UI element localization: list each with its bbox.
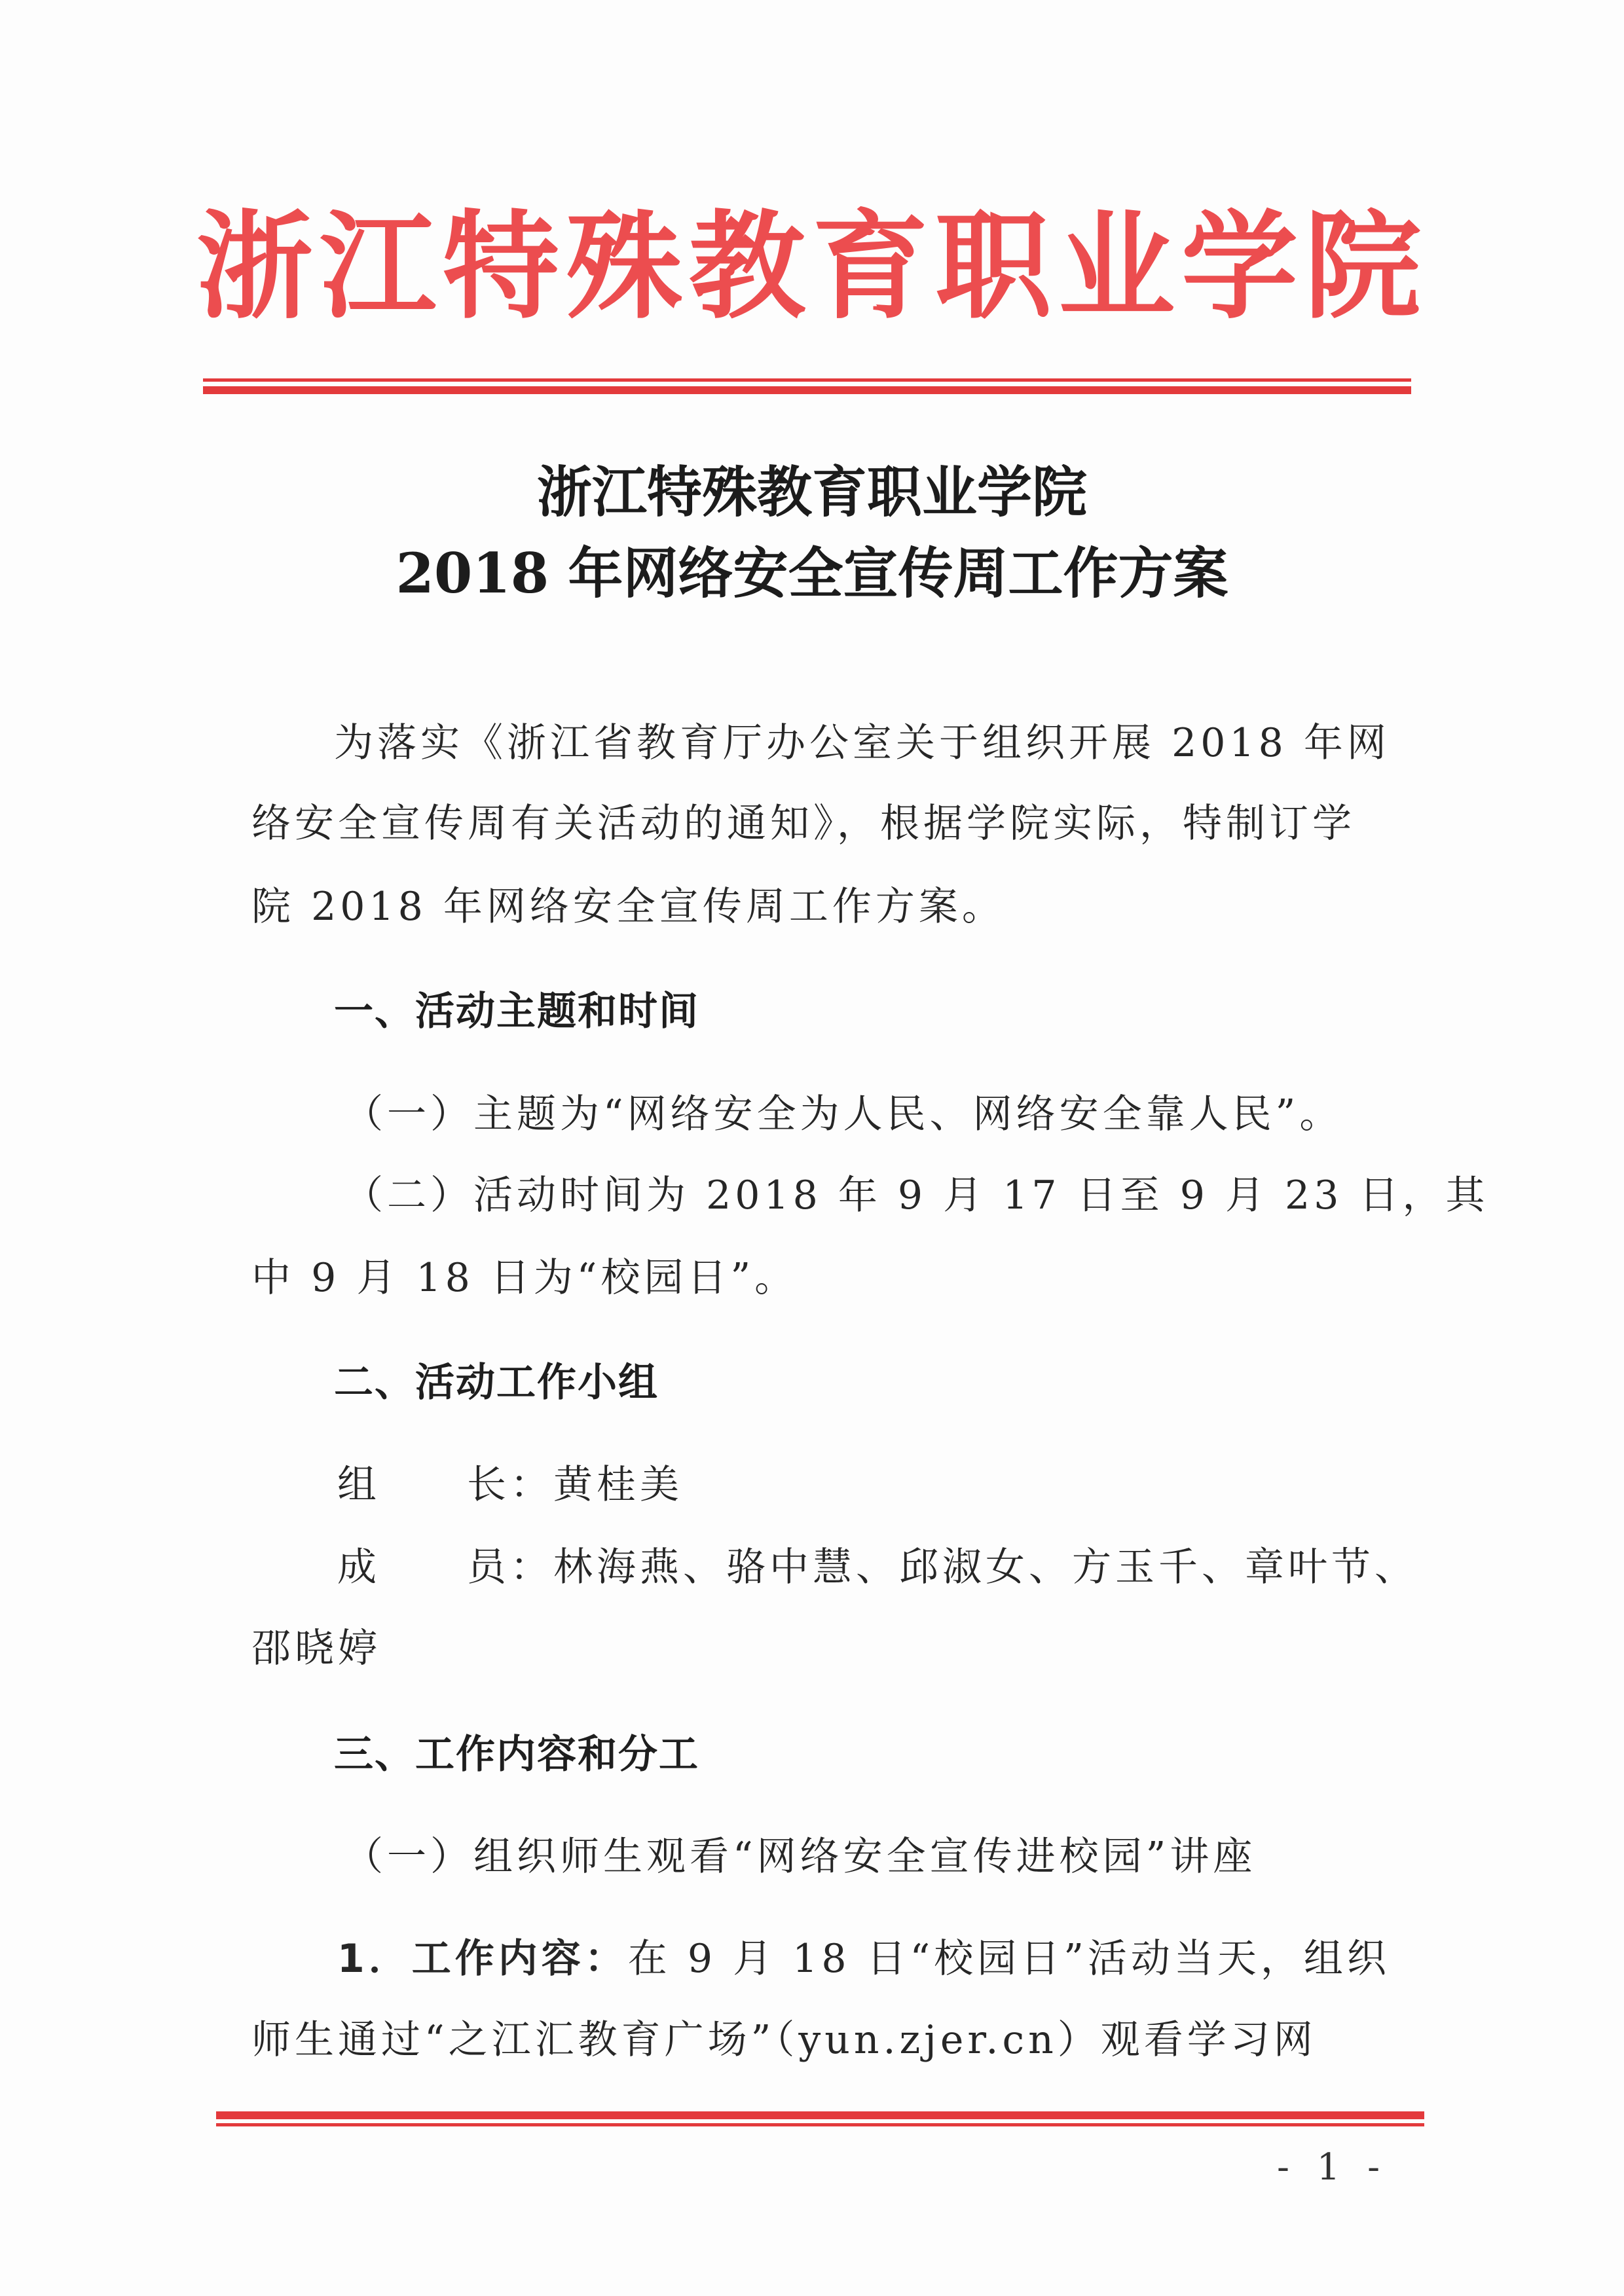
- members-label: 成 员：: [337, 1544, 553, 1590]
- intro-line-2: 络安全宣传周有关活动的通知》，根据学院实际，特制订学: [251, 801, 1356, 847]
- members-list-line-1: 林海燕、骆中慧、邱淑女、方玉千、章叶节、: [553, 1544, 1418, 1590]
- section1-item-1: （一）主题为“网络安全为人民、网络安全靠人民”。: [344, 1091, 1343, 1137]
- section-heading-1: 一、活动主题和时间: [334, 989, 699, 1034]
- section-heading-2: 二、活动工作小组: [334, 1360, 659, 1406]
- section3-point-1-line-2: 师生通过“之江汇教育广场”（yun.zjer.cn）观看学习网: [251, 2017, 1317, 2063]
- leader-row: [337, 1462, 683, 1508]
- point-1-text: 在 9 月 18 日“校园日”活动当天，组织: [627, 1936, 1390, 1982]
- section3-point-1-line-1: [337, 1936, 1390, 1982]
- leader-label: 组 长：: [337, 1462, 553, 1508]
- institution-masthead: 浙江特殊教育职业学院: [196, 198, 1428, 335]
- footer-rule-thick: [216, 2111, 1424, 2119]
- masthead-rule-thick: [203, 386, 1411, 394]
- masthead-rule-thin: [203, 378, 1411, 382]
- document-title-line2: 2018 年网络安全宣传周工作方案: [396, 541, 1228, 606]
- members-row: [337, 1544, 1418, 1590]
- point-1-label: 1．工作内容：: [337, 1936, 628, 1982]
- page-number: - 1 -: [1277, 2146, 1388, 2189]
- footer-rule-thin: [216, 2123, 1424, 2126]
- intro-line-1: 为落实《浙江省教育厅办公室关于组织开展 2018 年网: [334, 720, 1390, 766]
- section1-item-2-line-2: 中 9 月 18 日为“校园日”。: [251, 1255, 798, 1301]
- section1-item-2-line-1: （二）活动时间为 2018 年 9 月 17 日至 9 月 23 日，其: [344, 1173, 1489, 1218]
- members-list-line-2: 邵晓婷: [251, 1626, 381, 1671]
- section3-sub-1: （一）组织师生观看“网络安全宣传进校园”讲座: [344, 1834, 1257, 1880]
- intro-line-3: 院 2018 年网络安全宣传周工作方案。: [251, 884, 1005, 930]
- leader-name: 黄桂美: [553, 1462, 683, 1508]
- document-title-line1: 浙江特殊教育职业学院: [536, 460, 1087, 524]
- section-heading-3: 三、工作内容和分工: [334, 1732, 699, 1777]
